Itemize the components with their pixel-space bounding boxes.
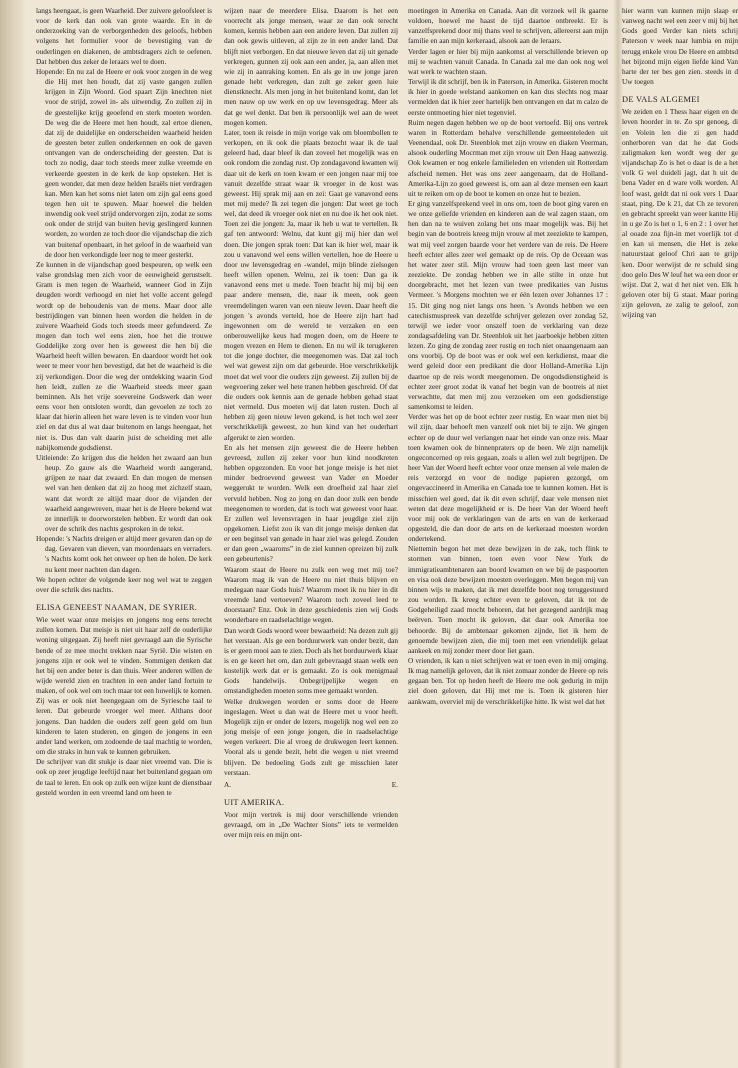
paragraph: Hopende: En nu zal de Heere er ook voor zorgen in de weg die Hij met hen houdt, dat zij vaste gangen zullen krijgen in Zijn Woord. God spaart Zijn knechten niet voor de strijd, zowel in- als uitwendig. Zo zullen zij in de geestelijke krijg geoefend en sterk moeten worden. De weg die de Heere met hen houdt, zal ertoe dienen, dat zij de duidelijke en onderscheiden waarheid heiden de geesten beter zullen onderkennen en ook de gaven ontvangen van de onderscheiding der geesten. Dat is toch zo nodig, daar toch steeds meer zulke vreemde en verkeerde geesten in de kerk de kop opsteken. Het is geen wonder, dat men deze helden Israëls niet verdragen kan. Men kan het soms niet laten om zijn gal eens goed tegen hen uit te spuwen. Maar hoewel die helden inwendig ook veel strijd ondervorgen zijn, zodat ze soms ook onder de strijd van buiten hevig geslingerd kunnen worden, zo worden ze toch door die vijandschap die zich van buitenaf openbaart, in het geloof in de waarheid van de door hen verkondigde leer nog te meer gesterkt.: [36, 66, 212, 259]
paragraph: moetingen in Amerika en Canada. Aan dit verzoek wil ik gaarne voldoen, hoewel me haast de tijd daartoe ontbreekt. Er is vanzelfsprekend door mij thans veel te schrijven, allereerst aan mijn familie en aan mijn kerkeraad, alsook aan de leraars.: [408, 6, 608, 46]
article-heading: DE VALS ALGEMEI: [622, 95, 700, 105]
paragraph: Dan wordt Gods woord weer bewaarheid: Na dezen zult gij het verstaan. Als ge een borduurwerk van onder bezit, dan is er geen mooi aan te zien. Doch als het borduurwerk klaar is en ge keert het om, dan zult gebevraagd staan welk een kostelijk werk dat er is gemaakt. Zo is ook menigmaal Gods handelwijs. Onbegrijpelijke wegen en omstandigheden moeten soms mee gemaakt worden.: [224, 625, 398, 696]
column-4: [622, 6, 738, 321]
paragraph: Hopende: 's Nachts dreigen er altijd meer gevaren dan op de dag. Gevaren van dieven, van moordenaars en verraders. 's Nachts komt ook het onweer op hen de holen. De kerk nu kent meer nachten dan dagen.: [36, 534, 212, 574]
paragraph: langs heengaat, is geen Waarheid. Der zuivere geloofsleer is voor de kerk dan ook van grote waarde. En in de onderzoeking van de verborgenheden des geloofs, hebben volgens het formulier voor de bevestiging van de ouderlingen en diakenen, de ambtsdragers zich te oefenen. Dat hebben dus zeker de leraars wel te doen.: [36, 6, 212, 66]
paragraph: Er ging vanzelfsprekend veel in ons om, toen de boot ging varen en we onze geliefde vrienden en kinderen aan de wal zagen staan, om hen dan na te wuiven zolang het ons maar mogelijk was. Bij het begin van de bootreis kreeg mijn vrouw al met zeeziekte te kampen, wat mij veel zorgen baarde voor het verdere van de reis. De Heere heeft echter alles zeer wel gemaakt op de reis. Op de Oceaan was het water zeer stil. Mijn vrouw had toen geen last meer van zeeziekte. De zondag hebben we in alle stilte in onze hut doorgebracht, met het lezen van twee predikaties van Justus Vermeer. 's Morgens mochten we er één lezen over Johannes 17 : 15. Dit ging nog niet langs ons heen. 's Avonds hebben we een catechismuspreek van dezelfde schrijver gelezen over zondag 52, terwijl we ieder voor onszelf toen de verklaring van deze zondagsafdeling van Dr. Steenblok uit het jaarboekje hebben zitten lezen. Zo ging de zondag zeer rustig en toch niet onaangenaam aan ons voorbij. Op de boot was er ook wel een kerkdienst, maar die werd geleid door een predikant die door Holland-Amerika Lijn daartoe op de reis wordt meegenomen. De ongodsdienstigheid is echter zeer groot zodat ik vanaf het begin van de bootreis al niet verwachtte, dat men mij zou verzoeken om een godsdienstige samenkomst te leiden.: [408, 198, 608, 412]
paragraph: Ruim negen dagen hebben we op de boot vertoefd. Bij ons vertrek waren in Rotterdam behalve verschillende gemeenteleden uit Veenendaal, ook Dr. Steenblok met zijn vrouw en diaken Veerman, alsook ouderling Mocrman met zijn vrouw uit Den Haag aanwezig. Ook kwamen er nog enkele familieleden en vrienden uit Rotterdam afscheid nemen. Het was ons zeer aangenaam, dat de Holland-Amerika-Lijn zo goed geweest is, om aan al deze mensen een kaart uit te reiken om op de boot te komen en onze hut te bezien.: [408, 117, 608, 198]
paragraph: Welke drukwegen worden er soms door de Heere ingeslagen. Weet u dan wat de Heere met u voor heeft. Mogelijk zijn er onder de lezers, mogelijk nog wel een zo jong meisje of een jonge jongen, die in raadselachtige wegen verkeert. Die al vroeg de drukwegen leert kennen. Vooral als u gende bezit, hebt die wegen u niet vreemd blijven. De bedoeling Gods zult ge misschien later verstaan.: [224, 696, 398, 777]
paragraph: Terwijl ik dit schrijf, ben ik in Paterson, in Amerika. Gisteren mocht ik hier in goede welstand aankomen en kan dus slechts nog maar vermelden dat ik hier zeer hartelijk ben ontvangen en dat m calzo de eerste ontmoeting hier niet tegenviel.: [408, 77, 608, 117]
paragraph: We hopen echter de volgende keer nog wel wat te zeggen over die schrik des nachts.: [36, 574, 212, 594]
article-signature: [224, 780, 398, 790]
column-1: [36, 6, 212, 798]
signature-right: E.: [391, 779, 398, 789]
paragraph: hier warm van kunnen mijn slaap er vanweg nacht wel een zeer v mij bij het Gods goed Verder kan niets schrij Paterson v week naar lumbia en mijn terugg enkele vrou De Heere en ambtsd het bijzond mijn eigen liefde kind Van harte der ter bes gen zien. steeds in d Uw toegen: [622, 6, 738, 87]
paragraph: Ze kunnen in de vijandschap goed bespeuren, op welk een valse grondslag men zich voor de eeuwigheid gerustselt. Gram is men tegen de Waarheid, wanneer God in Zijn deugden wordt verhoogd en niet het volle accent gelegd wordt op de behoudenis van de mens. Maar door alle bestrijdingen van binnen heen worden die helden in de zuivere Waarheid Gods toch steeds meer gefundeerd. Ze mogen dan toch wel eens zien, hoe het die trouwe Goddelijke zorg over hen is geweest die hen bij die Waarheid heeft willen bewaren. En daardoor wordt het ook weer te meer voor hen bevestigd, dat het de waarheid is die zij verkondigen. Door die weg der ontdekking waarin God hen leidt, zullen ze die Waarheid steeds meer gaan beminnen. Als het vrije soevereine Godswerk dan weer eens voor hen ontsloten wordt, dan gevoelen ze toch zo klaar dat hierin alleen het ware leven is te vinden voor hun ziel en dat dus al wat daar buitenom en langs heengaat, het niet is. Dus dan valt daarin juist de scheiding met alle nabijkomende godsdienst.: [36, 259, 212, 452]
paragraph: Verder was het op de boot echter zeer rustig. En waar men niet bij wil zijn, daar behoeft men vanzelf ook niet bij te zijn. We gingen echter op de duur wel verlangen naar het einde van onze reis. Maar toen kwamen ook de binnenpraters op de been. We zijn namelijk ongeconcerned op reis gegaan, zoals u allen wel zult begrijpen. De heer Van der Woerd heeft echter voor onze mensen al vele malen de reis verzorgd en voor de nodige papieren gezorgd, om ongevaccineerd in Amerika en Canada toe te kunnen komen. Het is misschien wel goed, dat ik dit even schrijf, daar vele mensen niet weten dat deze mogelijkheid er is. De heer Van der Woerd heeft voor mij ook de verklaringen van de arts en van de kerkeraad opgesteld, die dan door de arts en de kerkeraad moesten worden ondertekend.: [408, 412, 608, 544]
paragraph: wijzen naar de meerdere Elisa. Daarom is het een voorrecht als jonge mensen, waar ze dan ook terecht komen, kennis hebben aan een andere leven. Dat zullen zij dan ook gewis uitleven, al zijn ze in een ander land. Dat blijft niet verborgen. En dat nieuwe leven dat zij uit genade verkregen, gunnen zij ook aan een ander, ja, aan allen met wie zij in aanraking komen. En als ge in uw jonge jaren genade hebt verkregen, dan zult ge zeker geen luie dienstknecht. Als men jong in het buitenland komt, dan let men nauw op uw werk en op uw levensgedrag. Meer als dat ge wel denkt. Dat ben ik persoonlijk wel aan de weet mogen komen.: [224, 6, 398, 127]
article-heading: UIT AMERIKA.: [224, 798, 285, 808]
article-heading: ELISA GENEEST NAAMAN, DE SYRIER.: [36, 603, 198, 613]
signature-left: A.: [224, 779, 232, 789]
paragraph: Uitleiende: Zo krijgen dus die helden het zwaard aan hun heup. Zo gauw als die Waarheid wordt aangerand, grijpen ze naar dat zwaard. En dan mogen de mensen wel van hen denken dat zij zo hoog met zichzelf staan, want dat wordt ze altijd maar door de vijanden der waarheid aangewreven, maar het is de Heere bekend wat ze innerlijk te doorworstelen hebben. Er wordt dan ook over de schrik des nachts gesproken in de tekst.: [36, 452, 212, 533]
paragraph: Verder lagen er hier bij mijn aankomst al verschillende brieven op mij te wachten vanuit Canada. In Canada zal me dan ook nog wel wat werk te wachten staan.: [408, 46, 608, 76]
paragraph: O vrienden, ik kan u niet schrijven wat er toen even in mij omging. Ik mag namelijk geloven, dat ik niet zomaar zonder de Heere op reis gegaan ben. Tot op heden heeft de Heere me ook gedurig in mijn ziel doen geloven, dat Hij met me is. Toen ik gisteren hier aankwam, overviel mij de verschrikkelijke hitte. Ik wist wel dat het: [408, 656, 608, 706]
paragraph: Wie weet waar onze meisjes en jongens nog eens terecht zullen komen. Dat meisje is niet uit haar zelf de ouderlijke woning uitgegaan. Zij heeft niet gevraagd aan die Syrische bende of ze mee mocht trekken naar Syrië. Die wisten en jongens zijn er ook wel te vinden. Sommigen denken dat het bij een ander beter is dan thuis. Weer anderen willen de wijde wereld zien en trachten in een ander land fortuin te maken, of ook wel om toch maar tot een huwelijk te komen. Zij was er ook niet heengegaan om de Syriesche taal te leren. Dat gebeurde vroeger wel meer. Althans door jongens. Dan hadden die ouders zelf geen geld om hun kinderen te laten studeren, en gingen de jongens in een ander land werken, om zodoende de taal machtig te worden, om die straks in hun vak te kunnen gebruiken.: [36, 615, 212, 757]
page-binding-shadow: [0, 0, 26, 1068]
paragraph: We zeiden en 1 Thess haar eigen en de leven hoorder in te. Zo spr genoeg, di en Volein len die zi gen hadd onherboren van dat he dat Gods zaligmaken ken wordt weg der ge vijandschap Zo is het o daar is de a het volk G wel duideli jagt, dat h uit de bena Vader en d ware volk worden. Al loof wast, geldt dat ni ook vers 1 Daar staat, ping. De k 21, dat Ch ze tevoren en gebracht spreekt van weer kantte Hij in u ge Zo is het o 1, 6 en 2 : 1 over het al ooade zoa fijn-in met voerlijk tot d en kan ui mensen, die Het is zeke natuurstaat geloof Chri aan te grijp ken. Door werwijst de re schuld sing doo gelo Des W leuf het wa een door er wijst. Dat 2, wat d het niet ven. Elk h geloven oter bij G staat. Maar poring zijn geloven, ze zalig te geloof, zon wijzing van: [622, 107, 738, 320]
paragraph: Waarom staat de Heere nu zulk een weg met mij toe? Waarom mag ik van de Heere nu niet thuis blijven en medegaan naar Gods huis? Waarom moet ik nu hier in dit vreemde land vertoeven? Waarom toch zoveel leed te doorstaan? Enz. Ook in deze geschiedenis zien wij Gods wonderbare en raadselachtige wegen.: [224, 564, 398, 625]
paragraph: Voor mijn vertrek is mij door verschillende vrienden gevraagd, om in „De Wachter Sions” iets te vermelden over mijn reis en mijn ont-: [224, 810, 398, 840]
paragraph: Niettemin begon het met deze bewijzen in de zak, toch flink te stormen van binnen, toen even voor New York de immigratieambtenaren aan boord kwamen en we bij de paspoorten en visa ook deze bewijzen moesten overleggen. Men begon mij van binnen wijs te maken, dat ik met dezelfde boot nog teruggestuurd zou worden. Ik kreeg echter even te geloven, dat ik tot de Godgeheiligd zaad mocht behoren, dat het gezegend aardrijk mag beërven. Toen mocht ik geloven, dat daar ook Amerika toe behoorde. Bij de ambtenaar gekomen zijnde, liet ik hem de genoemde bewijzen zien, die mij toen met een vriendelijk gelaat aankeek en mij zonder meer door liet gaan.: [408, 544, 608, 655]
column-2: [224, 6, 398, 841]
paragraph: En als het mensen zijn geweest die de Heere hebben gevreesd, zullen zij zeker voor hun kind noodkreten hebben opgezonden. En voor het jonge meisje is het niet minder bedroevend geweest van Vader en Moeder weggerukt te worden. Welk een droefheid zal haar ziel vervuld hebben. Nog zo jong en dan door zulk een bende meegenomen te worden, dat is toch wat geweest voor haar. Er zullen wel levensvragen in haar jeugdige ziel zijn opgekomen. Liefst zou ik van dit jonge meisje denken dat er een beginsel van genade in haar ziel was gelegd. Zouden er dan geen „waaroms” in de ziel kunnen opreizen bij zulk een gebeurtenis?: [224, 442, 398, 564]
paragraph: De schrijver van dit stukje is daar niet vreemd van. Die is ook op zeer jeugdige leeftijd naar het buitenland gegaan om de taal te leren. En ook op zulk een wijze kunt de dienstbaar gesteld worden in een vreemd land om heen te: [36, 757, 212, 797]
paragraph: Later, toen ik reisde in mijn vorige vak om bloembollen te verkopen, en ik ook die plaats bezocht waar ik de taal geleerd had, daar bleef ik dan zoveel het mogelijk was en ook rondom die zondag rust. Op zondagavond kwamen wij daar uit de kerk en toen kwam er een jongen naar mij toe vanuit dezelfde straat waar ik vroeger in de kost was geweest. Hij sprak mij aan en zei: Gaat ge vanavond eens met mij mede? Ik zei tegen die jongen: Dat weet ge toch wel, dat deed ik vroeger ook niet en nu doe ik het ook niet. Toen zei die jongen: Ja, maar ik heb u wat te vertellen. Ik gaf ten antwoord: Welnu, dat kunt gij mij hier dan wel doen. Die jongen sprak toen: Dat kan ik hier wel, maar ik zou u vanavond wel eens willen vertellen, hoe de Heere u door uw levensgedrag en -wandel, mijn blinde zielsogen heeft willen openen. Welnu, zei ik toen: Dan ga ik vanavond eens met u mede. Toen bracht hij mij bij een paar andere mensen, die, naar ik meen, ook geen vreemdelingen waren van een nieuw leven. Daar heeft die jongen 's avonds verteld, hoe de Heere zijn hart had ingewonnen om de wereld te verzaken en een onberouwelijke keus had mogen doen, om de Heere te mogen vrezen en Hem te dienen. En nu wil ik terugkeren tot die jonge dochter, die meegenomen was. Dat zal toch wel wat gewest zijn om dat gebeurde. Hoe verschrikkelijk moet dat wel voor die ouders zijn geweest. Zij zullen bij de wegvoering zeker wel hete tranen hebben geschreid. Of dat die ouders ook kennis aan de genade hebben gehad staat niet vermeld. Dus moeten wij dat laten rusten. Doch al hebben zij geen nieuw leven gekend, is het toch wel zeer verschrikkelijk geweest, zo hun kind van het ouderhart afgerukt te zien worden.: [224, 127, 398, 442]
column-3: [408, 6, 608, 707]
